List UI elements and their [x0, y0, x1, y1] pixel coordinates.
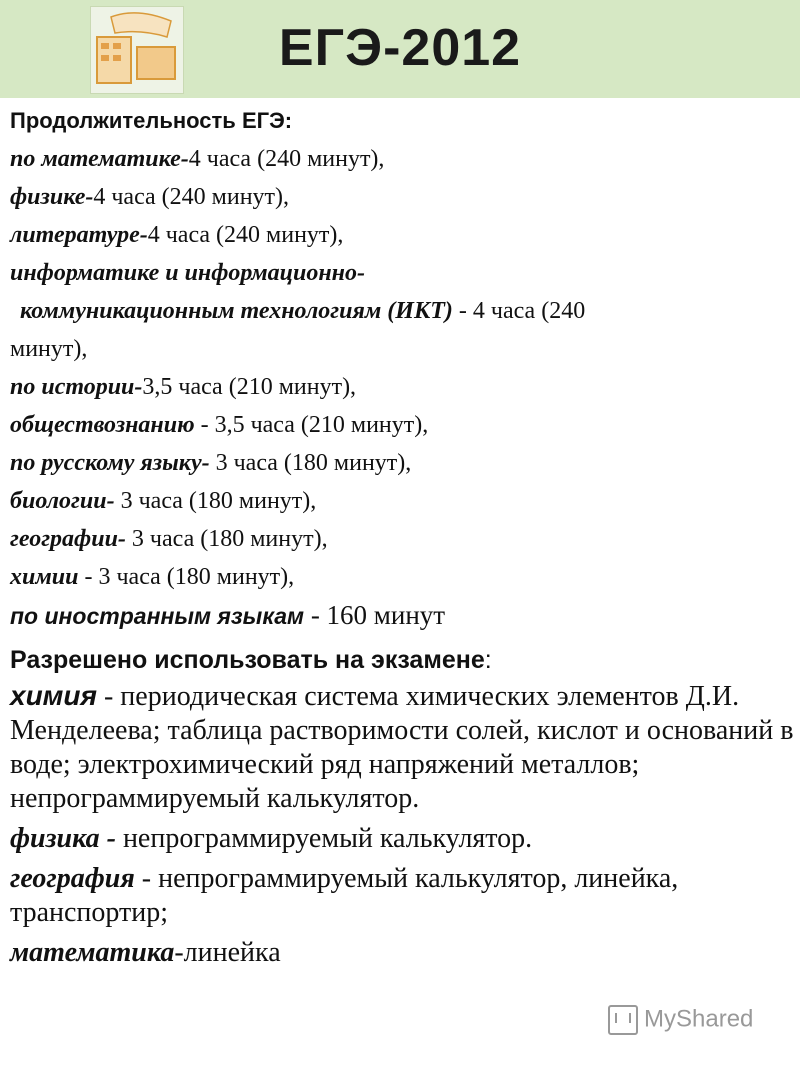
duration-item: химии - 3 часа (180 минут),: [10, 564, 295, 590]
duration-item: по математике-4 часа (240 минут),: [10, 146, 385, 172]
duration-item: обществознанию - 3,5 часа (210 минут),: [10, 412, 429, 438]
duration-item: по истории-3,5 часа (210 минут),: [10, 374, 357, 400]
duration-item: информатике и информационно-: [10, 260, 365, 286]
content-body: [10, 108, 795, 976]
allowed-item: химия - периодическая система химических элементов Д.И. Менделеева; таблица растворимости солей, кислот и оснований в воде; электрохимический ряд напряжений металлов; непрограммируемый калькулятор.: [10, 680, 794, 814]
allowed-item: физика - непрограммируемый калькулятор.: [10, 823, 533, 854]
allowed-item: математика-линейка: [10, 937, 281, 968]
duration-item: литературе-4 часа (240 минут),: [10, 222, 344, 248]
allowed-item: география - непрограммируемый калькулятор, линейка, транспортир;: [10, 863, 679, 928]
myshared-watermark: MyShared: [608, 1005, 753, 1035]
duration-item: минут),: [10, 336, 88, 362]
duration-item: по русскому языку- 3 часа (180 минут),: [10, 450, 412, 476]
duration-item: физике-4 часа (240 минут),: [10, 184, 290, 210]
duration-item-foreign: по иностранным языкам - 160 минут: [10, 600, 446, 630]
duration-item: коммуникационным технологиям (ИКТ) - 4 часа (240: [20, 298, 586, 324]
page-title: ЕГЭ-2012: [278, 19, 522, 77]
allowed-heading: Разрешено использовать на экзамене:: [10, 646, 492, 674]
duration-item: биологии- 3 часа (180 минут),: [10, 488, 317, 514]
duration-item: географии- 3 часа (180 минут),: [10, 526, 328, 552]
duration-heading: Продолжительность ЕГЭ:: [10, 108, 293, 133]
presentation-icon: [608, 1005, 638, 1035]
header-banner: [0, 0, 800, 98]
